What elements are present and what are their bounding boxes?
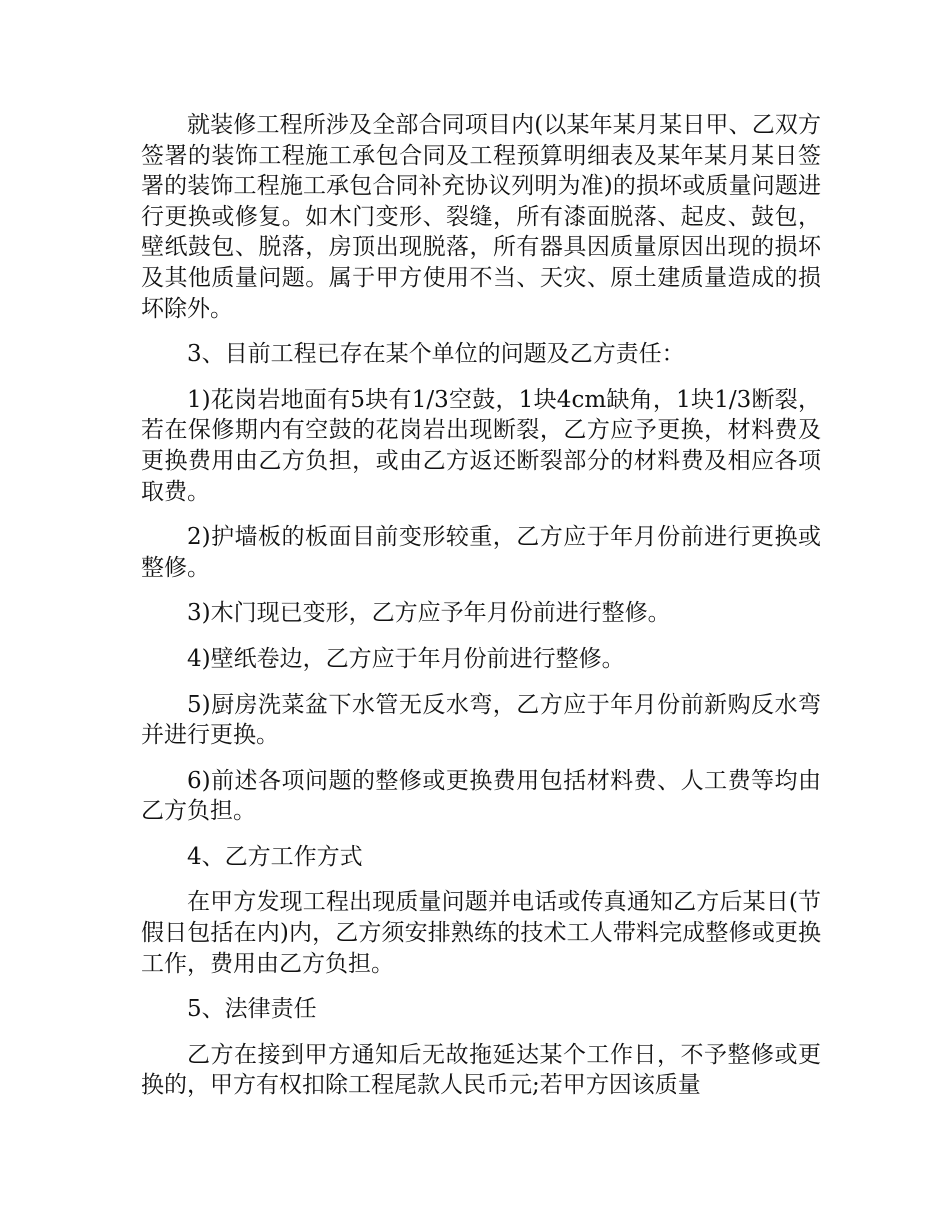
paragraph-item-granite: 1)花岗岩地面有5块有1/3空鼓，1块4cm缺角，1块1/3断裂，若在保修期内有空鼓的花岗岩出现断裂，乙方应予更换，材料费及更换费用由乙方负担，或由乙方返还断裂部分的材料费及相应各项取费。 bbox=[141, 386, 821, 505]
document-body bbox=[141, 110, 821, 1116]
paragraph-item-kitchen-pipe: 5)厨房洗菜盆下水管无反水弯，乙方应于年月份前新购反水弯并进行更换。 bbox=[141, 691, 821, 749]
paragraph-item-wooden-door: 3)木门现已变形，乙方应予年月份前进行整修。 bbox=[187, 600, 671, 627]
paragraph-item-costs: 6)前述各项问题的整修或更换费用包括材料费、人工费等均由乙方负担。 bbox=[141, 767, 821, 825]
paragraph-work-method: 在甲方发现工程出现质量问题并电话或传真通知乙方后某日(节假日包括在内)内，乙方须安排熟练的技术工人带料完成整修或更换工作，费用由乙方负担。 bbox=[141, 889, 821, 977]
section-heading-work-method: 4、乙方工作方式 bbox=[187, 843, 363, 870]
paragraph-item-wall-panel: 2)护墙板的板面目前变形较重，乙方应于年月份前进行更换或整修。 bbox=[141, 524, 821, 581]
section-heading-legal-liability: 5、法律责任 bbox=[187, 996, 317, 1023]
section-heading-existing-issues: 3、目前工程已存在某个单位的问题及乙方责任： bbox=[187, 341, 685, 368]
paragraph-legal-liability: 乙方在接到甲方通知后无故拖延达某个工作日，不予整修或更换的，甲方有权扣除工程尾款人民币元;若甲方因该质量 bbox=[141, 1041, 821, 1099]
paragraph-item-wallpaper: 4)壁纸卷边，乙方应于年月份前进行整修。 bbox=[187, 645, 625, 672]
paragraph-repair-scope: 就装修工程所涉及全部合同项目内(以某年某月某日甲、乙双方签署的装饰工程施工承包合同及工程预算明细表及某年某月某日签署的装饰工程施工承包合同补充协议列明为准)的损坏或质量问题进行更换或修复。如木门变形、裂缝，所有漆面脱落、起皮、鼓包，壁纸鼓包、脱落，房顶出现脱落，所有器具因质量原因出现的损坏及其他质量问题。属于甲方使用不当、天灾、原土建质量造成的损坏除外。 bbox=[141, 112, 821, 322]
